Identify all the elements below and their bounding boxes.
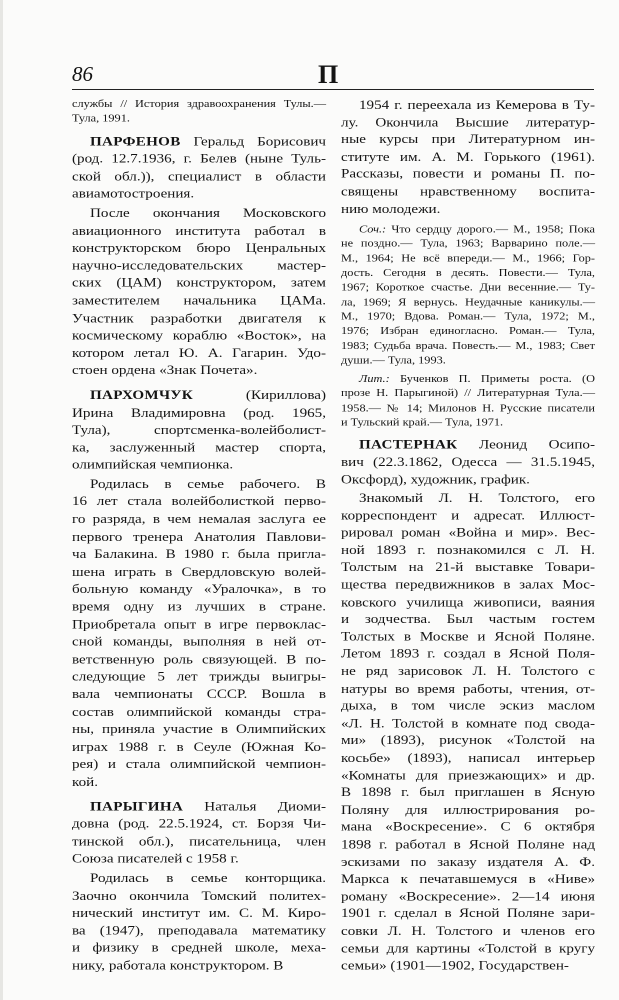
text-line: ла, 1969; Я вернусь. Неудачные каникулы.— <box>341 295 595 308</box>
text-line: 1976; Избран единогласно. Роман.— Тула, <box>341 324 595 337</box>
text-line: прозе Н. Парыгиной) // Литературная Тула.— <box>341 387 595 400</box>
text-line: и Тульский край.— Тула, 1971. <box>341 416 504 429</box>
text-line: нический институт им. С. М. Киро- <box>72 906 326 921</box>
text-line: авиамотостроения. <box>72 187 195 202</box>
text-line: М., 1970; Вдова. Роман.— Тула, 1972; М., <box>341 310 595 323</box>
text-line: Рассказы, повести и романы П. по- <box>341 167 595 182</box>
text-line: (род. 12.7.1936, г. Белев (ныне Туль- <box>72 152 326 167</box>
text-line: ПАРФЕНОВ Геральд Борисович <box>90 134 326 149</box>
text-line: 1958.— № 14; Милонов Н. Русские писатели <box>341 401 595 414</box>
entry-surname: ПАСТЕРНАК <box>359 438 458 452</box>
left-column <box>72 97 326 975</box>
text-line: М., 1964; Не всё впереди.— М., 1966; Гор- <box>341 252 595 265</box>
header-rule <box>72 89 594 90</box>
text-line: состав олимпийской команды стра- <box>72 705 326 720</box>
text-line: и физику в средней школе, меха- <box>72 941 326 956</box>
text-line: 1983; Судьба врача. Повесть.— М., 1983; Свет <box>341 339 595 352</box>
text-line: время одну из лучших в стране. <box>72 600 326 615</box>
text-line: го разряда, в чем немалая заслуга ее <box>72 512 326 527</box>
text-line: играх 1988 г. в Сеуле (Южная Ко- <box>72 740 326 755</box>
text-line: Участник разработки двигателя к <box>72 311 326 326</box>
text-line: Летом 1893 г. создал в Ясной Поля- <box>341 647 595 662</box>
entry-surname: ПАРЫГИНА <box>90 799 184 814</box>
text-line: косьбе» (1893), написал интерьер <box>341 751 595 766</box>
text-line: роману «Воскресение». 2—14 июня <box>341 890 595 904</box>
text-line: ча Балакина. В 1980 г. была пригла- <box>72 547 326 562</box>
text-line: Приобретала опыт в игре первоклас- <box>72 617 326 632</box>
entry-heading <box>72 133 326 203</box>
text-line: 1954 г. переехала из Кемерова в Ту- <box>359 98 595 113</box>
body-paragraph <box>72 476 326 791</box>
text-line: ной 1893 г. познакомился с Л. Н. <box>341 543 595 558</box>
text-line: рировал роман «Война и мир». Вес- <box>341 526 595 541</box>
text-line: ветственную роль связующей. В по- <box>72 653 326 667</box>
text-line: ских (ЦАМ) конструктором, затем <box>72 276 326 291</box>
text-line: первого тренера Анатолия Павлови- <box>72 530 326 545</box>
text-line: священы нравственному воспита- <box>341 185 595 199</box>
page-header <box>72 60 594 90</box>
text-line: ми» (1893), рисунок «Толстой на <box>341 734 595 748</box>
text-line: Союза писателей с 1958 г. <box>72 852 239 867</box>
text-line: тинской обл.), писательница, член <box>72 834 326 849</box>
text-line: ПАСТЕРНАК Леонид Осипо- <box>359 438 595 452</box>
entry-heading <box>72 798 326 868</box>
text-line: довна (род. 22.5.1924, ст. Борзя Чи- <box>72 817 326 832</box>
text-line: лу. Окончила Высшие литератур- <box>341 115 595 130</box>
entry-surname: ПАРФЕНОВ <box>90 134 181 149</box>
text-line: вич (22.3.1862, Одесса — 31.5.1945, <box>341 455 595 470</box>
text-line: Лит.: Бученков П. Приметы роста. (О <box>359 372 595 385</box>
text-line: ные курсы при Литературном ин- <box>341 133 595 147</box>
text-line: 1898 г. работал в Ясной Поляне над <box>341 838 595 852</box>
right-column <box>341 97 595 975</box>
text-line: 1901 г. сделал в Ясной Поляне зари- <box>341 907 595 921</box>
text-line: корреспондент и адресат. Иллюст- <box>341 509 595 523</box>
text-line: стоен ордена «Знак Почета». <box>72 364 258 378</box>
text-line: Ирина Владимировна (род. 1965, <box>72 406 326 420</box>
text-line: не поздно.— Тула, 1963; Варварино поле.— <box>341 237 595 250</box>
text-line: рея) и стала олимпийской чемпион- <box>72 758 326 772</box>
text-line: дыха, в том числе эскиз маслом <box>341 699 595 714</box>
note-label: Соч.: <box>359 223 392 235</box>
text-line: научно-исследовательских мастер- <box>72 259 326 273</box>
body-paragraph <box>341 490 595 975</box>
body-paragraph <box>72 205 326 380</box>
text-line: 1967; Короткое счастье. Дни весенние.— Ту- <box>341 281 595 294</box>
text-line: и зодчества. Был частым гостем <box>341 613 595 627</box>
text-line: натуры во время работы, чтения, от- <box>341 682 595 696</box>
text-line: Родилась в семье конторщика. <box>90 871 326 886</box>
text-line: ской обл.)), специалист в области <box>72 169 326 184</box>
text-line: семьи» (1901—1902, Государствен- <box>341 959 569 973</box>
text-line: ституте им. А. М. Горького (1961). <box>341 150 595 165</box>
text-line: мана «Воскресение». С 6 октября <box>341 820 595 835</box>
text-line: Оксфорд), художник, график. <box>341 473 530 487</box>
text-line: Заочно окончила Томский политех- <box>72 889 326 903</box>
text-line: После окончания Московского <box>90 206 326 221</box>
entry-surname: ПАРХОМЧУК <box>90 388 193 403</box>
text-line: ка, заслуженный мастер спорта, <box>72 441 326 455</box>
text-line: ва (1947), преподавала математику <box>72 924 326 938</box>
page-number: 86 <box>72 62 93 86</box>
entry-heading <box>72 387 326 475</box>
text-line: космическому кораблю «Восток», на <box>72 329 326 343</box>
section-letter: П <box>318 60 339 89</box>
text-line: вала чемпионаты СССР. Вошла в <box>72 688 326 702</box>
text-line: Тула), спортсменка-волейболист- <box>72 423 326 438</box>
text-line: ПАРХОМЧУК (Кириллова) <box>90 388 326 403</box>
text-line: Поляну для иллюстрирования ро- <box>341 803 595 818</box>
text-line: Толстых в Москве и Ясной Поляне. <box>341 630 595 644</box>
body-paragraph <box>72 870 326 975</box>
text-line: ковского училища живописи, ваяния <box>341 595 595 610</box>
text-line: души.— Тула, 1993. <box>341 354 446 366</box>
text-line: «Комнаты для приезжающих» и др. <box>341 768 595 783</box>
note-label: Лит.: <box>359 372 400 385</box>
text-line: следующие 5 лет трижды выигры- <box>72 670 326 685</box>
text-line: «Л. Н. Толстой в комнате под свода- <box>341 717 595 731</box>
text-line: авиационного института работал в <box>72 224 326 238</box>
text-line: нию молодежи. <box>341 202 441 216</box>
text-line: совки Л. Н. Толстого и членов его <box>341 924 595 939</box>
text-line: В 1898 г. был приглашен в Ясную <box>341 786 595 800</box>
text-line: олимпийская чемпионка. <box>72 458 234 473</box>
text-line: шена играть в Свердловскую волей- <box>72 565 326 580</box>
text-line: Соч.: Что сердцу дорого.— М., 1958; Пока <box>359 223 595 235</box>
text-line: котором летал Ю. А. Гагарин. Удо- <box>72 346 326 361</box>
text-line: 16 лет стала волейболисткой перво- <box>72 495 326 509</box>
text-line: службы // История здравоохранения Тулы.— <box>72 97 326 110</box>
text-line: нику, работала конструктором. В <box>72 959 284 973</box>
text-line: больную команду «Уралочка», в то <box>72 582 326 597</box>
entry-heading <box>341 437 595 489</box>
bibliography-note <box>341 222 595 367</box>
bibliography-note <box>72 97 326 126</box>
text-line: заместителем начальника ЦАМа. <box>72 294 326 308</box>
text-line: ны, приняла участие в Олимпийских <box>72 723 326 737</box>
text-line: сной команды, выполняя в ней от- <box>72 635 326 650</box>
text-line: не ряд зарисовок Л. Н. Толстого с <box>341 665 595 679</box>
text-line: конструкторском бюро Ценральных <box>72 241 326 256</box>
text-line: щества передвижников в залах Мос- <box>341 578 595 593</box>
text-line: Родилась в семье рабочего. В <box>90 477 326 492</box>
text-line: Маркса к печатавшемуся в «Ниве» <box>341 872 595 887</box>
text-line: эскизами по заказу издателя А. Ф. <box>341 855 595 869</box>
text-line: ПАРЫГИНА Наталья Диоми- <box>90 799 326 814</box>
text-line: дость. Сегодня в десять. Повести.— Тула, <box>341 266 595 279</box>
text-line: Тула, 1991. <box>72 112 130 125</box>
text-line: Знакомый Л. Н. Толстого, его <box>359 492 595 506</box>
text-line: семьи для картины «Толстой в кругу <box>341 942 595 956</box>
text-line: кой. <box>72 775 98 790</box>
bibliography-note <box>341 372 595 430</box>
body-paragraph <box>341 97 595 218</box>
text-line: Толстым на 21-й выставке Товари- <box>341 561 595 575</box>
